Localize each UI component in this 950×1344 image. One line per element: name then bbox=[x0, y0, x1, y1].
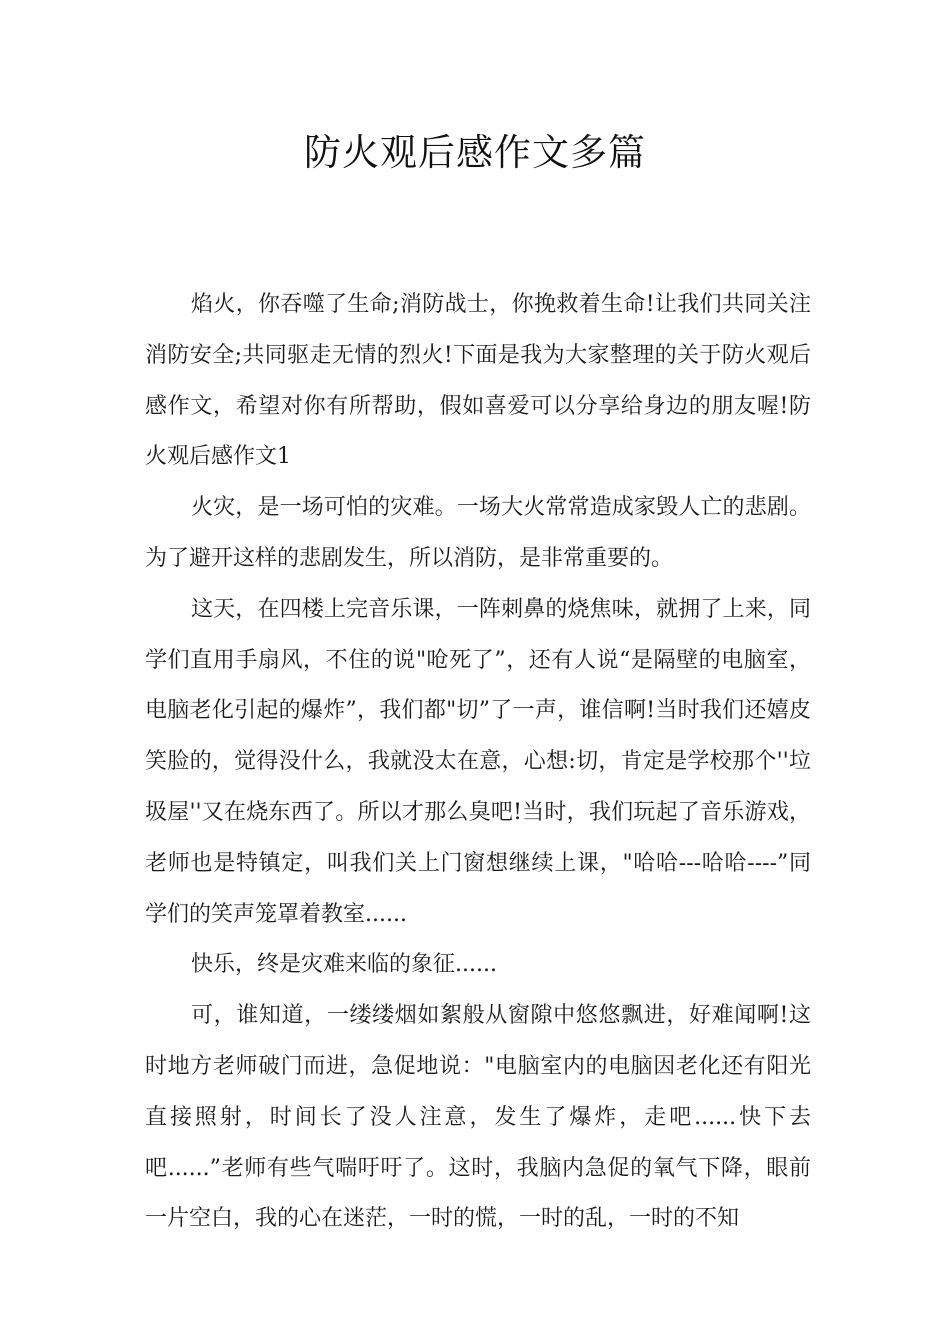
paragraph-fire-disaster: 火灾，是一场可怕的灾难。一场大火常常造成家毁人亡的悲剧。为了避开这样的悲剧发生，所以消防，是非常重要的。 bbox=[145, 495, 811, 571]
paragraph-happiness: 快乐，终是灾难来临的象征...... bbox=[191, 952, 497, 978]
paragraph-intro: 焰火，你吞噬了生命;消防战士，你挽救着生命!让我们共同关注消防安全;共同驱走无情的烈火!下面是我为大家整理的关于防火观后感作文，希望对你有所帮助，假如喜爱可以分享给身边的朋友喔!防火观后感作文1 bbox=[145, 292, 811, 470]
paragraph-smoke: 可，谁知道，一缕缕烟如絮般从窗隙中悠悠飘进，好难闻啊!这时地方老师破门而进，急促地说："电脑室内的电脑因老化还有阳光直接照射，时间长了没人注意，发生了爆炸，走吧......快下去吧......”老师有些气喘吁吁了。这时，我脑内急促的氧气下降，眼前一片空白，我的心在迷茫，一时的慌，一时的乱，一时的不知 bbox=[145, 1003, 811, 1232]
document-title: 防火观后感作文多篇 bbox=[304, 131, 646, 174]
document-body bbox=[145, 280, 811, 1245]
paragraph-music-class: 这天，在四楼上完音乐课，一阵刺鼻的烧焦味，就拥了上来，同学们直用手扇风，不住的说"呛死了”，还有人说“是隔壁的电脑室，电脑老化引起的爆炸”，我们都"切”了一声，谁信啊!当时我们还嬉皮笑脸的，觉得没什么，我就没太在意，心想:切，肯定是学校那个''垃圾屋''又在烧东西了。所以才那么臭吧!当时，我们玩起了音乐游戏，老师也是特镇定，叫我们关上门窗想继续上课，"哈哈---哈哈----”同学们的笑声笼罩着教室...... bbox=[145, 596, 811, 927]
